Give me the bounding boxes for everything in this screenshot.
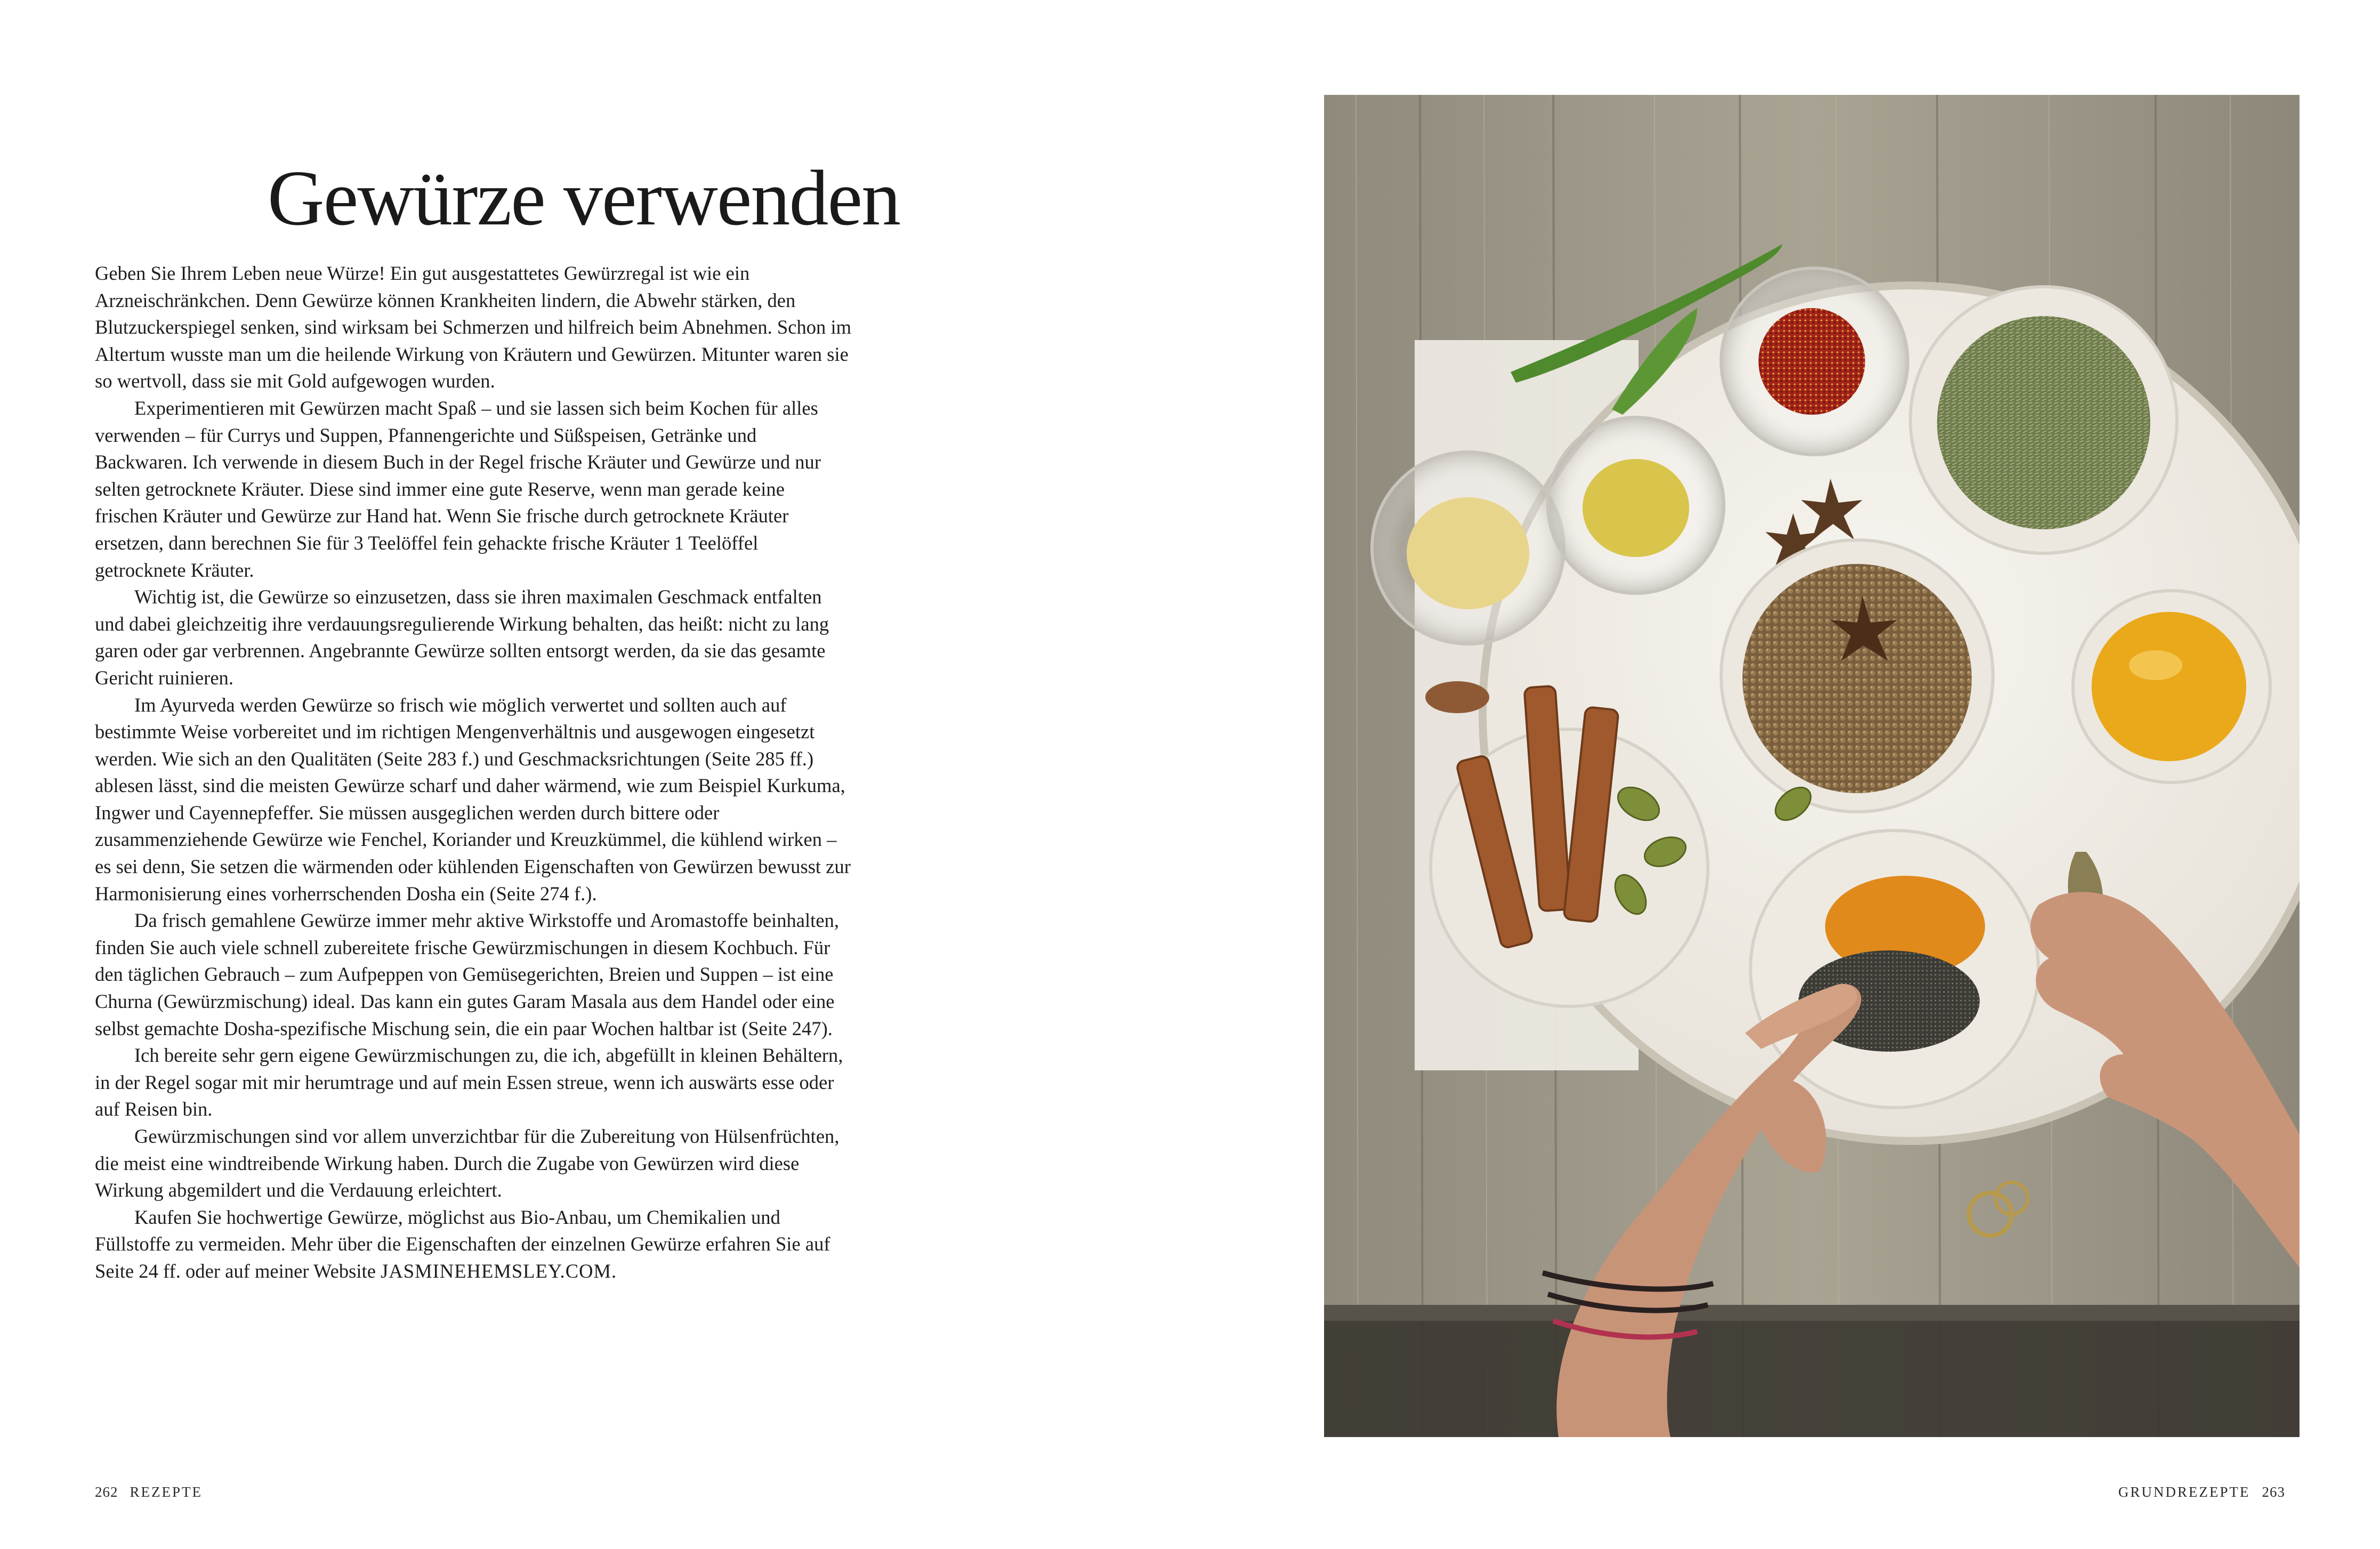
page-number-left: 262: [95, 1484, 118, 1500]
paragraph-intro: Geben Sie Ihrem Leben neue Würze! Ein gut ausgestattetes Gewürzregal ist wie ein Arzneischränkchen. Denn Gewürze können Krankheiten lindern, die Abwehr stärken, den Blutzuckerspiegel senken, sind wirksam bei Schmerzen und hilfreich beim Abnehmen. Schon im Altertum wusste man um die heilende Wirkung von Kräutern und Gewürzen. Mitunter waren sie so wertvoll, dass sie mit Gold aufgewogen wurden.: [95, 262, 852, 392]
chili-flakes: [1758, 308, 1865, 415]
paragraph: Wichtig ist, die Gewürze so einzusetzen, dass sie ihren maximalen Geschmack entfalten und dabei gleichzeitig ihre verdauungsregulierende Wirkung behalten, das heißt: nicht zu lang garen oder gar verbrennen. Angebrannte Gewürze sollten entsorgt werden, da sie das gesamte Gericht ruinieren.: [95, 586, 829, 689]
paragraph: Im Ayurveda werden Gewürze so frisch wie möglich verwertet und sollten auch auf bestimmte Weise vorbereitet und im richtigen Mengenverhältnis und ausgewogen eingesetzt werden. Wie sich an den Qualitäten (Seite 283 f.) und Geschmacksrichtungen (Seite 285 ff.) ablesen lässt, sind die meisten Gewürze scharf und daher wärmend, wie zum Beispiel Kurkuma, Ingwer und Cayennepfeffer. Sie müssen ausgeglichen werden durch bittere oder zusammenziehende Gewürze wie Fenchel, Koriander und Kreuzkümmel, die kühlend wirken – es sei denn, Sie setzen die wärmenden oder kühlenden Eigenschaften von Gewürzen bewusst zur Harmonisierung eines vorherrschenden Dosha ein (Seite 274 f.).: [95, 693, 851, 905]
grated-ginger: [1407, 497, 1529, 609]
spice-platter-photo: [1324, 95, 2300, 1437]
paragraph-final: [95, 1204, 852, 1285]
folio-right: [2118, 1484, 2285, 1500]
paragraph: Gewürzmischungen sind vor allem unverzichtbar für die Zubereitung von Hülsenfrüchten, die meist eine windtreibende Wirkung haben. Durch die Zugabe von Gewürzen wird diese Wirkung abgemildert und die Verdauung erleichtert.: [95, 1125, 840, 1201]
mustard-powder: [1583, 459, 1689, 557]
section-label-right: GRUNDREZEPTE: [2118, 1484, 2250, 1500]
paragraph-final-end: .: [611, 1260, 617, 1282]
folio-left: [95, 1484, 203, 1500]
section-label-left: REZEPTE: [130, 1484, 203, 1500]
website-link[interactable]: JASMINEHEMSLEY.COM: [381, 1260, 612, 1282]
page-number-right: 263: [2262, 1484, 2285, 1500]
body-text: [95, 260, 852, 1285]
ghee-oil: [2092, 612, 2246, 761]
fennel-seeds: [1937, 316, 2150, 529]
paragraph: Experimentieren mit Gewürzen macht Spaß – und sie lassen sich beim Kochen für alles verwenden – für Currys und Suppen, Pfannengerichte und Süßspeisen, Getränke und Backwaren. Ich verwende in diesem Buch in der Regel frische Kräuter und Gewürze und nur selten getrocknete Kräuter. Diese sind immer eine gute Reserve, wenn man gerade keine frischen Kräuter und Gewürze zur Hand hat. Wenn Sie frische durch getrocknete Kräuter ersetzen, dann berechnen Sie für 3 Teelöffel fein gehackte frische Kräuter 1 Teelöffel getrocknete Kräuter.: [95, 397, 821, 581]
coriander-seeds: [1742, 564, 1972, 793]
paragraph: Ich bereite sehr gern eigene Gewürzmischungen zu, die ich, abgefüllt in kleinen Behältern, in der Regel sogar mit mir herumtrage und auf mein Essen streue, wenn ich auswärts esse oder auf Reisen bin.: [95, 1044, 843, 1120]
paragraph-final-text: Kaufen Sie hochwertige Gewürze, möglichst aus Bio-Anbau, um Chemikalien und Füllstoffe zu vermeiden. Mehr über die Eigenschaften der einzelnen Gewürze erfahren Sie auf Seite 24 ff. oder auf meiner Website: [95, 1206, 830, 1282]
page-title: Gewürze verwenden: [267, 155, 900, 243]
paragraph: Da frisch gemahlene Gewürze immer mehr aktive Wirkstoffe und Aromastoffe beinhalten, finden Sie auch viele schnell zubereitete frische Gewürzmischungen in diesem Kochbuch. Für den täglichen Gebrauch – zum Aufpeppen von Gemüsegerichten, Breien und Suppen – ist eine Churna (Gewürzmischung) ideal. Das kann ein gutes Garam Masala aus dem Handel oder eine selbst gemachte Dosha-spezifische Mischung sein, die ein paar Wochen haltbar ist (Seite 247).: [95, 909, 840, 1039]
